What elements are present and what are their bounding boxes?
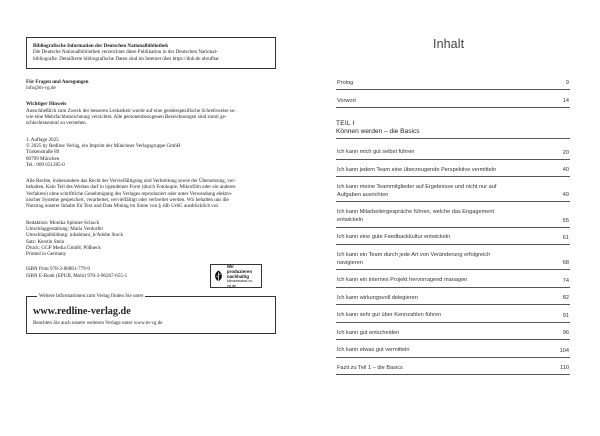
isbn-block — [26, 266, 127, 279]
toc-entry[interactable] — [336, 209, 570, 227]
dnb-heading: Bibliografische Information der Deutschen Nationalbibliothek — [33, 43, 169, 49]
toc-entry-page: 110 — [560, 365, 569, 372]
toc-entry-title-block — [336, 252, 552, 267]
badge-title-2: nachhaltig — [226, 273, 249, 279]
toc-entry-title-cont: entwickeln — [337, 216, 364, 223]
toc-entry-page: 74 — [562, 277, 569, 284]
credits-line: Umschlaggestaltung: Maria Verdorfer — [26, 225, 104, 232]
badge-text — [227, 264, 259, 289]
toc-part-heading — [336, 120, 570, 139]
toc-entry-prolog[interactable] — [336, 80, 570, 90]
credits-line: Redaktion: Monika Spinner-Schuch — [26, 219, 100, 226]
isbn-line: ISBN Print 978-3-86881-779-9 — [26, 266, 90, 273]
toc-entry-page: 49 — [562, 192, 569, 199]
note-line: wie eine Mehrfachbezeichnung verzichtet. Alle personenbezogenen Bezeichnungen sind somit ge- — [26, 114, 227, 121]
rights-line: behalten. Kein Teil des Werkes darf in irgendeiner Form (durch Fotokopie, Mikrofilm oder ein anderes — [26, 184, 236, 191]
credits-line: Druck: GGP Media GmbH, Pößneck — [26, 244, 101, 251]
edition-line: © 2025 by Redline Verlag, ein Imprint der Münchner Verlagsgruppe GmbH — [26, 142, 181, 149]
toc-entry-title: Ich kann etwas gut vermitteln — [337, 347, 410, 354]
toc-entry-page: 104 — [559, 347, 569, 354]
publisher-info-legend: Weitere Informationen zum Verlag finden Sie unter — [39, 293, 144, 300]
toc-entry[interactable] — [336, 167, 570, 178]
edition-line: Tel.: 089 651285-0 — [26, 161, 65, 168]
toc-entry[interactable] — [336, 365, 570, 376]
note-line: Ausschließlich zum Zweck der besseren Lesbarkeit wurde auf eine genderspezifische Schreibweise so- — [26, 107, 237, 114]
leaf-icon — [213, 269, 224, 283]
toc-entry[interactable] — [336, 347, 570, 358]
rights-line: Alle Rechte, insbesondere das Recht der Vervielfältigung und Verbreitung sowie der Übersetzung, vor- — [26, 178, 236, 185]
toc-entry-title: Ich kann mich gut selbst führen — [337, 149, 415, 155]
dnb-info-box — [26, 37, 276, 69]
toc-entry-title: Ich kann meine Teammitglieder auf Ergebnisse und nicht nur auf — [337, 184, 497, 190]
toc-entry-page: 82 — [562, 295, 569, 302]
toc-entry-title: Ich kann eine gute Feedbackkultur entwickeln — [337, 234, 451, 241]
note-line: schlechtsneutral zu verstehen. — [26, 120, 87, 127]
edition-line: 1. Auflage 2025 — [26, 136, 59, 143]
contents-title: Inhalt — [433, 37, 465, 51]
toc-entry-title: Ich kann jedem Team eine überzeugende Perspektive vermitteln — [337, 166, 497, 173]
credits-line: Printed in Germany — [26, 251, 67, 258]
table-of-contents — [336, 80, 570, 375]
rights-line: Nutzung unserer Inhalte für Text und Data Mining im Sinne von § 44b UrhG ausdrücklich vor. — [26, 203, 220, 210]
badge-title-1: Wir produzieren — [226, 263, 253, 274]
toc-entry-page: 61 — [562, 235, 569, 242]
toc-entry-page: 20 — [562, 149, 569, 156]
toc-entry-title: Ich kann ein internes Projekt hervorragend managen — [337, 277, 468, 284]
toc-entry-title: Ich kann Mitarbeitergespräche führen, welche das Engagement — [337, 209, 495, 216]
toc-entry-page: 9 — [565, 80, 569, 86]
rights-line: Verfahren) ohne schriftliche Genehmigung des Verlages reproduziert oder unter Verwendung elektro- — [26, 190, 233, 197]
toc-entry[interactable] — [336, 277, 570, 288]
toc-entry-page: 91 — [562, 312, 569, 319]
toc-entry[interactable] — [336, 234, 570, 245]
toc-entry-title: Ich kann gut entscheiden — [337, 329, 400, 336]
toc-entry[interactable] — [336, 312, 570, 323]
toc-entry-title-cont: navigieren — [337, 259, 363, 266]
toc-entry[interactable] — [336, 149, 570, 160]
toc-entry-vorwort[interactable] — [336, 98, 570, 108]
toc-entry-page: 14 — [562, 98, 569, 104]
toc-entry-page: 40 — [562, 167, 569, 174]
toc-entry-title: Ich kann wirkungsvoll delegieren — [337, 294, 418, 301]
sustainability-badge — [210, 264, 262, 288]
toc-entry-title: Prolog — [337, 80, 354, 86]
toc-entry-page: 55 — [562, 217, 569, 224]
badge-url: klimaneutral.m-vg.de — [226, 279, 253, 289]
isbn-line: ISBN E-Book (EPUB, Mobi) 978-3-96267-655-1 — [26, 272, 128, 279]
part-subtitle: Können werden – die Basics — [336, 128, 570, 139]
part-label: TEIL I — [336, 120, 355, 127]
publisher-more-text: Beachten Sie auch unsere weiteren Verlage unter www.m-vg.de — [33, 320, 163, 327]
questions-email: info@m-vg.de — [26, 85, 56, 92]
publisher-info-box — [26, 293, 276, 333]
toc-entry-title: Vorwort — [337, 98, 356, 104]
isbn-row — [26, 264, 276, 290]
toc-entry-title: Fazit zu Teil 1 – die Basics — [337, 364, 403, 371]
toc-entry-title: Ich kann ein Team durch jede Art von Veränderung erfolgreich — [337, 251, 491, 258]
credits-line: Umschlagabbildung: inhabitant_b/Adobe Stock — [26, 232, 124, 239]
dnb-line: bibliografie. Detaillierte bibliografische Daten sind im Internet über https://dnb.de abrufbar. — [33, 55, 220, 62]
edition-line: Türkenstraße 89 — [26, 149, 60, 156]
toc-entry[interactable] — [336, 330, 570, 341]
toc-entry-title-block — [336, 209, 552, 224]
rights-line: nischer Systeme gespeichert, verarbeitet, vervielfältigt oder verbreitet werden. Wir behalten uns die — [26, 197, 229, 204]
note-heading: Wichtiger Hinweis — [26, 101, 67, 108]
questions-heading: Für Fragen und Anregungen — [26, 78, 89, 85]
toc-entry[interactable] — [336, 252, 570, 270]
credits-line: Satz: Kerstin Stein — [26, 238, 65, 245]
toc-entry-title-block — [336, 184, 552, 199]
toc-entry-title: Ich kann sehr gut über Kennzahlen führen — [337, 312, 442, 319]
toc-entry-title-cont: Aufgaben ausrichten — [337, 191, 389, 198]
edition-line: 80799 München — [26, 155, 60, 162]
toc-entry[interactable] — [336, 184, 570, 202]
toc-entry-page: 96 — [562, 330, 569, 337]
publisher-url-link[interactable]: www.redline-verlag.de — [33, 306, 131, 318]
toc-entry[interactable] — [336, 295, 570, 306]
toc-chapter-list — [336, 149, 570, 375]
imprint-page — [26, 37, 276, 334]
toc-entry-page: 68 — [562, 260, 569, 267]
dnb-line: Die Deutsche Nationalbibliothek verzeichnet diese Publikation in der Deutschen National- — [33, 49, 218, 56]
